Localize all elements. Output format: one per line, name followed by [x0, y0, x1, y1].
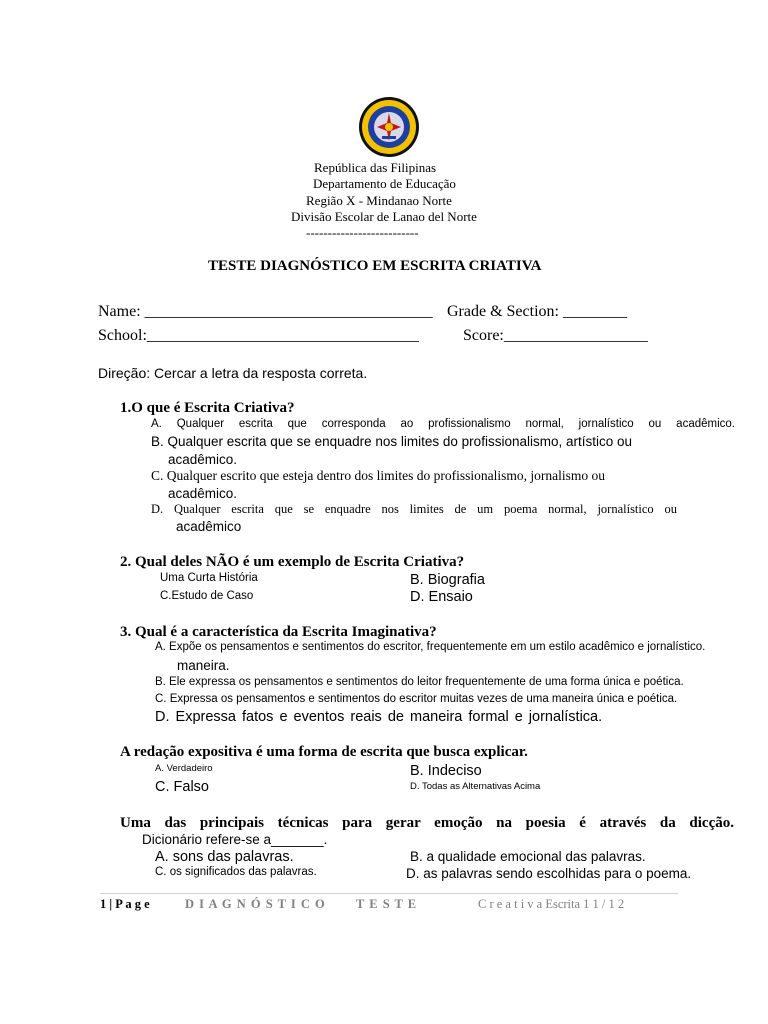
- q1-option-b-cont: acadêmico.: [168, 452, 238, 467]
- question-5-subtext: Dicionário refere-se a_______.: [142, 832, 328, 847]
- q4-option-b: B. Indeciso: [410, 763, 482, 779]
- footer-subtitle: C r e a t i v a Escrita 1 1 / 1 2: [478, 897, 625, 911]
- score-field: Score:__________________: [463, 327, 648, 344]
- q2-option-b: B. Biografia: [410, 572, 485, 588]
- header-country: República das Filipinas: [314, 160, 437, 175]
- q1-option-c-cont: acadêmico.: [168, 486, 238, 501]
- q2-option-c: C.Estudo de Caso: [160, 590, 254, 602]
- q3-option-d: D. Expressa fatos e eventos reais de maneira formal e jornalística.: [155, 709, 603, 725]
- q3-option-b: B. Ele expressa os pensamentos e sentimentos do leitor frequentemente de uma forma única e poética.: [155, 676, 684, 688]
- deped-seal-icon: [358, 96, 420, 158]
- name-field: Name: ____________________________________: [98, 303, 433, 320]
- q1-option-d-cont: acadêmico: [176, 519, 242, 534]
- q3-option-c: C. Expressa os pensamentos e sentimentos do escritor muitas vezes de uma maneira única e poética.: [155, 693, 678, 705]
- q1-option-d: D. Qualquer escrita que se enquadre nos limites de um poema normal, jornalístico ou: [151, 502, 677, 516]
- question-3: 3. Qual é a característica da Escrita Imaginativa?: [120, 624, 437, 640]
- q2-option-a: Uma Curta História: [160, 572, 258, 584]
- footer-divider: [100, 893, 678, 894]
- q5-option-a: A. sons das palavras.: [155, 849, 294, 865]
- document-title: TESTE DIAGNÓSTICO EM ESCRITA CRIATIVA: [208, 258, 542, 274]
- q4-option-d: D. Todas as Alternativas Acima: [410, 781, 541, 792]
- question-4: A redação expositiva é uma forma de escrita que busca explicar.: [120, 744, 528, 760]
- header-region: Região X - Mindanao Norte: [306, 193, 452, 208]
- header-department: Departamento de Educação: [313, 176, 456, 191]
- q3-option-a-cont: maneira.: [177, 658, 230, 673]
- q1-option-a: A. Qualquer escrita que corresponda ao profissionalismo normal, jornalístico ou acadêmico.: [151, 418, 735, 430]
- q5-option-c: C. os significados das palavras.: [155, 866, 317, 878]
- question-2: 2. Qual deles NÃO é um exemplo de Escrita Criativa?: [120, 554, 465, 570]
- school-field: School:__________________________________: [98, 327, 419, 344]
- q5-option-d: D. as palavras sendo escolhidas para o poema.: [406, 866, 692, 881]
- header-divider: --------------------------: [306, 225, 419, 240]
- q1-option-c: C. Qualquer escrito que esteja dentro dos limites do profissionalismo, jornalismo ou: [151, 468, 606, 483]
- q2-option-d: D. Ensaio: [410, 589, 473, 605]
- question-5: Uma das principais técnicas para gerar emoção na poesia é através da dicção.: [120, 815, 734, 831]
- footer-title-2: T E S T E: [356, 897, 418, 911]
- footer-title: D I A G N Ó S T I C O: [185, 897, 326, 911]
- q1-option-b: B. Qualquer escrita que se enquadre nos limites do profissionalismo, artístico ou: [151, 434, 632, 449]
- q4-option-a: A. Verdadeiro: [155, 763, 213, 774]
- direction-text: Direção: Cercar a letra da resposta correta.: [98, 365, 368, 381]
- q3-option-a: A. Expõe os pensamentos e sentimentos do escritor, frequentemente em um estilo acadêmico e jornalístico.: [155, 641, 706, 653]
- grade-section-field: Grade & Section: ________: [447, 303, 627, 320]
- footer-page-number: 1 | P a g e: [100, 897, 150, 911]
- q4-option-c: C. Falso: [155, 779, 209, 795]
- header-division: Divisão Escolar de Lanao del Norte: [291, 209, 477, 224]
- q5-option-b: B. a qualidade emocional das palavras.: [410, 849, 646, 864]
- question-1: 1.O que é Escrita Criativa?: [120, 400, 295, 416]
